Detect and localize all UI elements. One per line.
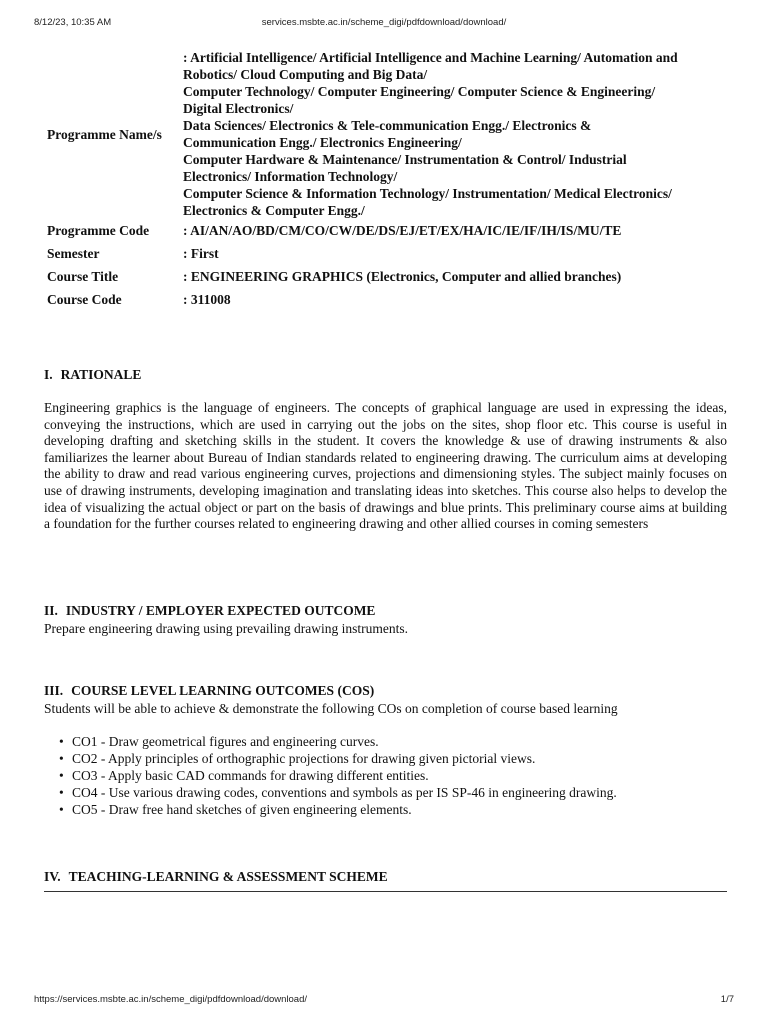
page-number: 1/7 [720, 994, 734, 1005]
bullet-icon: • [59, 734, 64, 749]
section-number: IV. [44, 869, 61, 884]
bullet-icon: • [59, 802, 64, 817]
semester-label: Semester [47, 246, 100, 261]
rationale-text: Engineering graphics is the language of engineers. The concepts of graphical language are used in expressing the ideas, conveying the instructions, which are used in carrying out the jobs on the sites, shop floor etc. This course is useful in developing drafting and sketching skills in the student. It covers the knowledge & use of drawing instruments & also familiarizes the learner about Bureau of Indian standards related to engineering drawing. The curriculum aims at developing the ability to draw and read various engineering curves, projections and dimensioning styles. The subject mainly focuses on use of drawing instruments, developing imagination and translating ideas into sketches. This course also helps to develop the idea of visualizing the actual object or part on the basis of drawings and blue prints. This preliminary course aims at building a foundation for the further courses related to engineering drawing and other allied courses in coming semesters [44, 400, 727, 532]
section-number: II. [44, 603, 58, 618]
bullet-icon: • [59, 785, 64, 800]
programme-name-line: Computer Science & Information Technology/ Instrumentation/ Medical Electronics/ [183, 186, 672, 201]
programme-name-line: Computer Technology/ Computer Engineering/ Computer Science & Engineering/ [183, 84, 656, 99]
bullet-icon: • [59, 751, 64, 766]
course-title-label: Course Title [47, 269, 119, 284]
programme-names-label: Programme Name/s [47, 126, 162, 142]
programme-name-line: Digital Electronics/ [183, 101, 294, 116]
cos-heading [44, 683, 374, 699]
course-title-value: : ENGINEERING GRAPHICS (Electronics, Computer and allied branches) [183, 269, 622, 284]
print-datetime: 8/12/23, 10:35 AM [34, 17, 112, 28]
programme-names-value [183, 49, 737, 219]
footer-url: https://services.msbte.ac.in/scheme_digi/pdfdownload/download/ [34, 994, 308, 1005]
print-header [34, 17, 734, 31]
programme-name-line: Data Sciences/ Electronics & Tele-communication Engg./ Electronics & [183, 118, 592, 133]
programme-names-row [47, 49, 737, 219]
programme-name-line: Electronics/ Information Technology/ [183, 169, 398, 184]
programme-name-line: Communication Engg./ Electronics Engineering/ [183, 135, 462, 150]
programme-name-line: : Artificial Intelligence/ Artificial Intelligence and Machine Learning/ Automation and [183, 50, 678, 65]
section-title: TEACHING-LEARNING & ASSESSMENT SCHEME [68, 869, 388, 884]
section-number: I. [44, 367, 53, 382]
programme-name-line: Robotics/ Cloud Computing and Big Data/ [183, 67, 428, 82]
course-info-table [47, 49, 737, 311]
course-code-row [47, 288, 737, 311]
bullet-icon: • [59, 768, 64, 783]
list-item [44, 801, 724, 818]
section-number: III. [44, 683, 64, 698]
programme-code-label: Programme Code [47, 223, 150, 238]
programme-code-row [47, 219, 737, 242]
programme-code-value: : AI/AN/AO/BD/CM/CO/CW/DE/DS/EJ/ET/EX/HA/IC/IE/IF/IH/IS/MU/TE [183, 223, 622, 238]
list-item [44, 733, 724, 750]
cos-intro: Students will be able to achieve & demonstrate the following COs on completion of course based learning [44, 701, 618, 716]
co-text: CO2 - Apply principles of orthographic projections for drawing given pictorial views. [72, 751, 536, 766]
co-text: CO4 - Use various drawing codes, conventions and symbols as per IS SP-46 in engineering drawing. [72, 785, 617, 800]
semester-row [47, 242, 737, 265]
co-text: CO1 - Draw geometrical figures and engineering curves. [72, 734, 379, 749]
section-title: COURSE LEVEL LEARNING OUTCOMES (COS) [71, 683, 375, 698]
rationale-heading [44, 367, 141, 383]
industry-heading [44, 603, 375, 619]
co-text: CO3 - Apply basic CAD commands for drawing different entities. [72, 768, 429, 783]
section-title: RATIONALE [60, 367, 142, 382]
print-footer [34, 994, 734, 1008]
teaching-heading [44, 869, 388, 885]
course-code-value: : 311008 [183, 292, 231, 307]
section-divider [44, 891, 727, 892]
programme-name-line: Computer Hardware & Maintenance/ Instrumentation & Control/ Industrial [183, 152, 627, 167]
section-title: INDUSTRY / EMPLOYER EXPECTED OUTCOME [65, 603, 376, 618]
print-url: services.msbte.ac.in/scheme_digi/pdfdownload/download/ [261, 17, 507, 28]
industry-text: Prepare engineering drawing using prevailing drawing instruments. [44, 621, 409, 636]
list-item [44, 750, 724, 767]
semester-value: : First [183, 246, 219, 261]
co-text: CO5 - Draw free hand sketches of given engineering elements. [72, 802, 412, 817]
programme-name-line: Electronics & Computer Engg./ [183, 203, 365, 218]
course-title-row [47, 265, 737, 288]
co-list [44, 733, 724, 818]
course-code-label: Course Code [47, 292, 122, 307]
list-item [44, 767, 724, 784]
list-item [44, 784, 724, 801]
